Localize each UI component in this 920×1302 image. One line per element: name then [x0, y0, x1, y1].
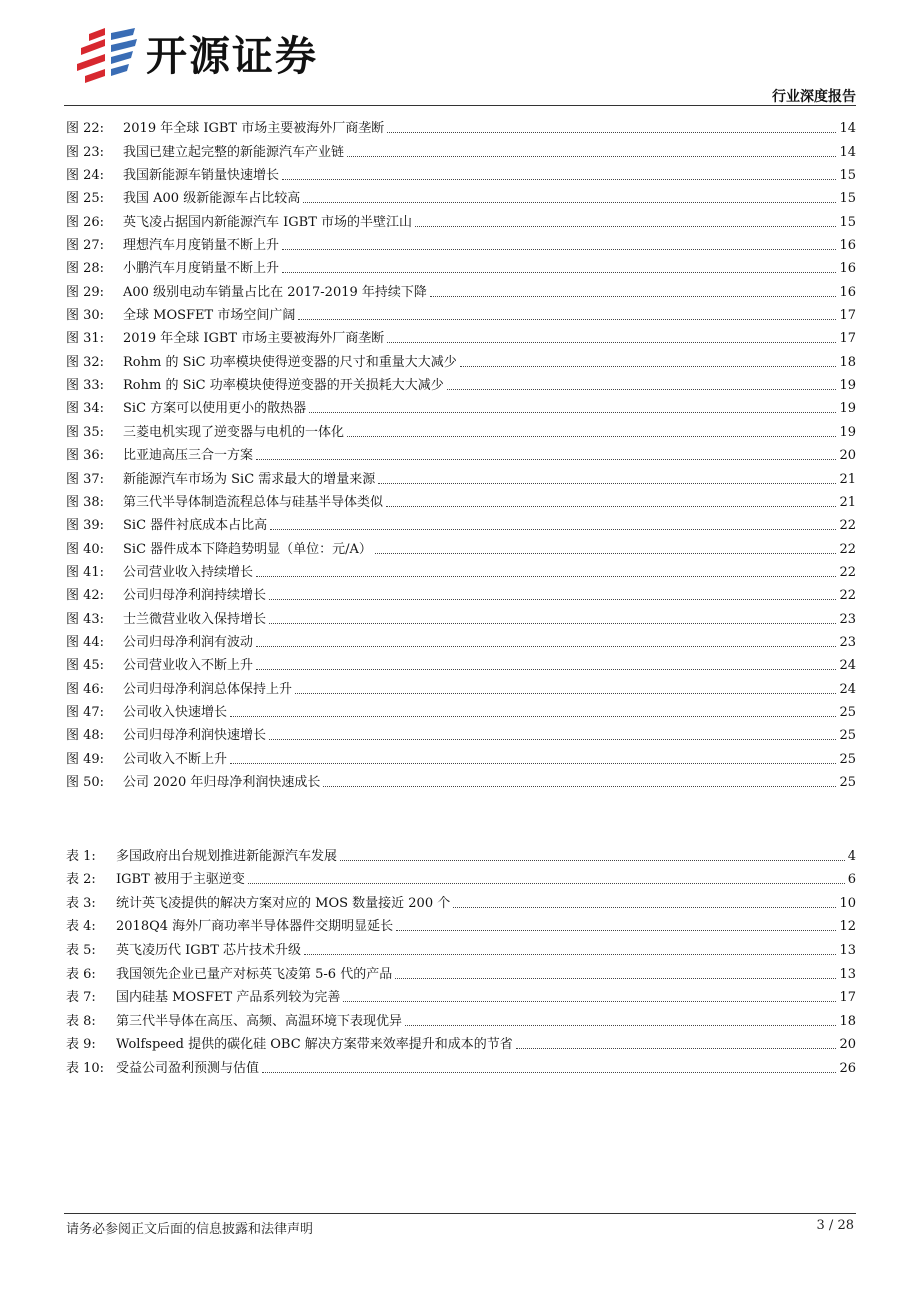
figure-page-number: 25: [839, 751, 856, 767]
figure-title: 公司营业收入持续增长: [123, 564, 254, 580]
table-title: IGBT 被用于主驱逆变: [116, 872, 245, 888]
dot-leader: [269, 623, 836, 624]
figure-page-number: 14: [839, 121, 856, 137]
figure-title: 公司归母净利润持续增长: [123, 588, 267, 604]
figure-entry[interactable]: [66, 581, 856, 604]
figure-number: 图 35:: [66, 424, 105, 440]
figure-title: 公司收入不断上升: [123, 751, 228, 767]
dot-leader: [298, 319, 836, 320]
dot-leader: [460, 366, 837, 367]
figure-entry[interactable]: [66, 184, 856, 207]
table-page-number: 17: [839, 990, 856, 1006]
figure-page-number: 15: [839, 214, 856, 230]
dot-leader: [375, 553, 837, 554]
figure-page-number: 22: [839, 564, 856, 580]
figure-title: 小鹏汽车月度销量不断上升: [123, 261, 280, 277]
figure-title: 公司 2020 年归母净利润快速成长: [123, 774, 321, 790]
figure-number: 图 33:: [66, 378, 105, 394]
figure-page-number: 25: [839, 728, 856, 744]
figure-page-number: 23: [839, 611, 856, 627]
figure-page-number: 19: [839, 424, 856, 440]
figure-number: 图 27:: [66, 238, 105, 254]
figure-page-number: 15: [839, 191, 856, 207]
figure-page-number: 24: [839, 681, 856, 697]
dot-leader: [415, 226, 836, 227]
figure-page-number: 19: [839, 401, 856, 417]
table-list: [66, 841, 856, 1077]
table-page-number: 13: [839, 942, 856, 958]
figure-title: 我国新能源车销量快速增长: [123, 168, 280, 184]
figure-entry[interactable]: [66, 324, 856, 347]
table-entry[interactable]: [66, 865, 856, 889]
dot-leader: [405, 1025, 836, 1026]
dot-leader: [340, 860, 845, 861]
table-entry[interactable]: [66, 1053, 856, 1077]
figure-page-number: 20: [839, 448, 856, 464]
table-page-number: 4: [847, 848, 856, 864]
figure-title: 比亚迪高压三合一方案: [123, 448, 254, 464]
figure-number: 图 41:: [66, 564, 105, 580]
dot-leader: [378, 483, 836, 484]
figure-number: 图 23:: [66, 144, 105, 160]
kaiyuan-logo-icon: [75, 28, 141, 84]
dot-leader: [303, 202, 836, 203]
table-page-number: 26: [839, 1060, 856, 1076]
table-number: 表 10:: [66, 1060, 105, 1076]
table-entry[interactable]: [66, 841, 856, 865]
figure-title: 2019 年全球 IGBT 市场主要被海外厂商垄断: [123, 121, 385, 137]
figure-title: 公司收入快速增长: [123, 704, 228, 720]
dot-leader: [387, 342, 836, 343]
table-title: 受益公司盈利预测与估值: [116, 1060, 260, 1076]
table-page-number: 10: [839, 895, 856, 911]
report-type-label: 行业深度报告: [772, 89, 856, 105]
figure-title: 三菱电机实现了逆变器与电机的一体化: [123, 424, 345, 440]
dot-leader: [256, 669, 836, 670]
figure-page-number: 18: [839, 354, 856, 370]
figure-entry[interactable]: [66, 768, 856, 791]
figure-number: 图 48:: [66, 728, 105, 744]
figure-title: 公司归母净利润有波动: [123, 634, 254, 650]
dot-leader: [347, 156, 836, 157]
figure-entry[interactable]: [66, 277, 856, 300]
table-number: 表 8:: [66, 1013, 96, 1029]
dot-leader: [262, 1072, 836, 1073]
figure-title: A00 级别电动车销量占比在 2017-2019 年持续下降: [123, 284, 427, 300]
table-number: 表 9:: [66, 1037, 96, 1053]
figure-entry[interactable]: [66, 744, 856, 767]
figure-entry[interactable]: [66, 534, 856, 557]
table-number: 表 5:: [66, 942, 96, 958]
table-title: 我国领先企业已量产对标英飞凌第 5-6 代的产品: [116, 966, 393, 982]
figure-title: 公司归母净利润总体保持上升: [123, 681, 293, 697]
figure-entry[interactable]: [66, 417, 856, 440]
figure-entry[interactable]: [66, 161, 856, 184]
dot-leader: [386, 506, 836, 507]
dot-leader: [270, 529, 836, 530]
figure-entry[interactable]: [66, 488, 856, 511]
figure-number: 图 40:: [66, 541, 105, 557]
figure-number: 图 39:: [66, 518, 105, 534]
figure-entry[interactable]: [66, 207, 856, 230]
table-title: Wolfspeed 提供的碳化硅 OBC 解决方案带来效率提升和成本的节省: [116, 1037, 513, 1053]
table-title: 第三代半导体在高压、高频、高温环境下表现优异: [116, 1013, 403, 1029]
figure-page-number: 15: [839, 168, 856, 184]
dot-leader: [396, 930, 836, 931]
figure-page-number: 22: [839, 588, 856, 604]
table-page-number: 13: [839, 966, 856, 982]
figure-title: 全球 MOSFET 市场空间广阔: [123, 308, 296, 324]
figure-entry[interactable]: [66, 674, 856, 697]
figure-entry[interactable]: [66, 301, 856, 324]
table-entry[interactable]: [66, 1030, 856, 1054]
figure-page-number: 22: [839, 518, 856, 534]
figure-number: 图 25:: [66, 191, 105, 207]
table-number: 表 7:: [66, 990, 96, 1006]
dot-leader: [304, 954, 836, 955]
dot-leader: [256, 459, 836, 460]
figure-number: 图 24:: [66, 168, 105, 184]
figure-number: 图 28:: [66, 261, 105, 277]
dot-leader: [282, 179, 836, 180]
figure-number: 图 38:: [66, 494, 105, 510]
figure-title: 理想汽车月度销量不断上升: [123, 238, 280, 254]
table-entry[interactable]: [66, 888, 856, 912]
dot-leader: [256, 576, 836, 577]
header-divider: [64, 105, 856, 106]
figure-page-number: 25: [839, 774, 856, 790]
figure-page-number: 17: [839, 331, 856, 347]
figure-page-number: 24: [839, 658, 856, 674]
figure-title: SiC 器件衬底成本占比高: [123, 518, 268, 534]
figure-page-number: 21: [839, 471, 856, 487]
figure-title: 我国已建立起完整的新能源汽车产业链: [123, 144, 345, 160]
figure-entry[interactable]: [66, 254, 856, 277]
figure-entry[interactable]: [66, 371, 856, 394]
dot-leader: [295, 693, 836, 694]
figure-entry[interactable]: [66, 604, 856, 627]
figure-page-number: 16: [839, 284, 856, 300]
table-title: 国内硅基 MOSFET 产品系列较为完善: [116, 990, 341, 1006]
figure-entry[interactable]: [66, 464, 856, 487]
figure-number: 图 45:: [66, 658, 105, 674]
figure-entry[interactable]: [66, 114, 856, 137]
dot-leader: [230, 763, 836, 764]
figure-number: 图 50:: [66, 774, 105, 790]
figure-number: 图 43:: [66, 611, 105, 627]
figure-number: 图 44:: [66, 634, 105, 650]
table-title: 英飞凌历代 IGBT 芯片技术升级: [116, 942, 302, 958]
figure-number: 图 37:: [66, 471, 105, 487]
figure-title: 2019 年全球 IGBT 市场主要被海外厂商垄断: [123, 331, 385, 347]
figure-title: Rohm 的 SiC 功率模块使得逆变器的开关损耗大大减少: [123, 378, 444, 394]
table-page-number: 6: [847, 872, 856, 888]
table-page-number: 18: [839, 1013, 856, 1029]
figure-number: 图 30:: [66, 308, 105, 324]
dot-leader: [323, 786, 836, 787]
figure-entry[interactable]: [66, 137, 856, 160]
figure-title: SiC 方案可以使用更小的散热器: [123, 401, 307, 417]
figure-page-number: 17: [839, 308, 856, 324]
figure-page-number: 16: [839, 238, 856, 254]
figure-number: 图 49:: [66, 751, 105, 767]
dot-leader: [269, 739, 836, 740]
figure-number: 图 32:: [66, 354, 105, 370]
dot-leader: [347, 436, 836, 437]
figure-number: 图 22:: [66, 121, 105, 137]
table-number: 表 3:: [66, 895, 96, 911]
figure-number: 图 31:: [66, 331, 105, 347]
dot-leader: [230, 716, 836, 717]
dot-leader: [430, 296, 837, 297]
figure-number: 图 29:: [66, 284, 105, 300]
table-title: 多国政府出台规划推进新能源汽车发展: [116, 848, 338, 864]
page-indicator: 3 / 28: [816, 1218, 854, 1233]
table-number: 表 6:: [66, 966, 96, 982]
figure-title: 第三代半导体制造流程总体与硅基半导体类似: [123, 494, 384, 510]
dot-leader: [248, 883, 845, 884]
figure-page-number: 19: [839, 378, 856, 394]
table-title: 统计英飞凌提供的解决方案对应的 MOS 数量接近 200 个: [116, 895, 451, 911]
footer-divider: [64, 1213, 856, 1214]
table-page-number: 20: [839, 1037, 856, 1053]
figure-entry[interactable]: [66, 231, 856, 254]
figure-entry[interactable]: [66, 511, 856, 534]
dot-leader: [269, 599, 836, 600]
figure-title: 公司归母净利润快速增长: [123, 728, 267, 744]
figure-entry[interactable]: [66, 441, 856, 464]
figure-number: 图 42:: [66, 588, 105, 604]
table-number: 表 2:: [66, 872, 96, 888]
table-entry[interactable]: [66, 959, 856, 983]
table-entry[interactable]: [66, 935, 856, 959]
dot-leader: [282, 249, 836, 250]
dot-leader: [453, 907, 836, 908]
figure-page-number: 21: [839, 494, 856, 510]
table-page-number: 12: [839, 919, 856, 935]
dot-leader: [395, 978, 836, 979]
dot-leader: [282, 272, 836, 273]
table-entry[interactable]: [66, 1006, 856, 1030]
table-entry[interactable]: [66, 912, 856, 936]
figure-page-number: 14: [839, 144, 856, 160]
figure-page-number: 23: [839, 634, 856, 650]
figure-title: 我国 A00 级新能源车占比较高: [123, 191, 301, 207]
figure-number: 图 34:: [66, 401, 105, 417]
figure-entry[interactable]: [66, 394, 856, 417]
footer-disclaimer: 请务必参阅正文后面的信息披露和法律声明: [66, 1222, 314, 1237]
figure-entry[interactable]: [66, 721, 856, 744]
figure-entry[interactable]: [66, 628, 856, 651]
dot-leader: [447, 389, 837, 390]
figure-number: 图 46:: [66, 681, 105, 697]
figure-page-number: 22: [839, 541, 856, 557]
figure-entry[interactable]: [66, 698, 856, 721]
dot-leader: [387, 132, 836, 133]
table-title: 2018Q4 海外厂商功率半导体器件交期明显延长: [116, 919, 394, 935]
figure-number: 图 47:: [66, 704, 105, 720]
figure-entry[interactable]: [66, 558, 856, 581]
figure-entry[interactable]: [66, 651, 856, 674]
company-logo-text: 开源证券: [146, 32, 318, 80]
table-entry[interactable]: [66, 983, 856, 1007]
figure-title: 英飞凌占据国内新能源汽车 IGBT 市场的半壁江山: [123, 214, 413, 230]
dot-leader: [309, 412, 836, 413]
table-number: 表 1:: [66, 848, 96, 864]
dot-leader: [256, 646, 836, 647]
figure-number: 图 36:: [66, 448, 105, 464]
figure-list: [66, 114, 856, 791]
figure-page-number: 16: [839, 261, 856, 277]
figure-entry[interactable]: [66, 347, 856, 370]
figure-title: Rohm 的 SiC 功率模块使得逆变器的尺寸和重量大大减少: [123, 354, 457, 370]
figure-title: 士兰微营业收入保持增长: [123, 611, 267, 627]
figure-page-number: 25: [839, 704, 856, 720]
figure-title: SiC 器件成本下降趋势明显（单位：元/A）: [123, 541, 372, 557]
table-number: 表 4:: [66, 919, 96, 935]
dot-leader: [516, 1048, 837, 1049]
figure-number: 图 26:: [66, 214, 105, 230]
page-header: [0, 0, 920, 110]
figure-title: 新能源汽车市场为 SiC 需求最大的增量来源: [123, 471, 376, 487]
dot-leader: [343, 1001, 836, 1002]
figure-title: 公司营业收入不断上升: [123, 658, 254, 674]
